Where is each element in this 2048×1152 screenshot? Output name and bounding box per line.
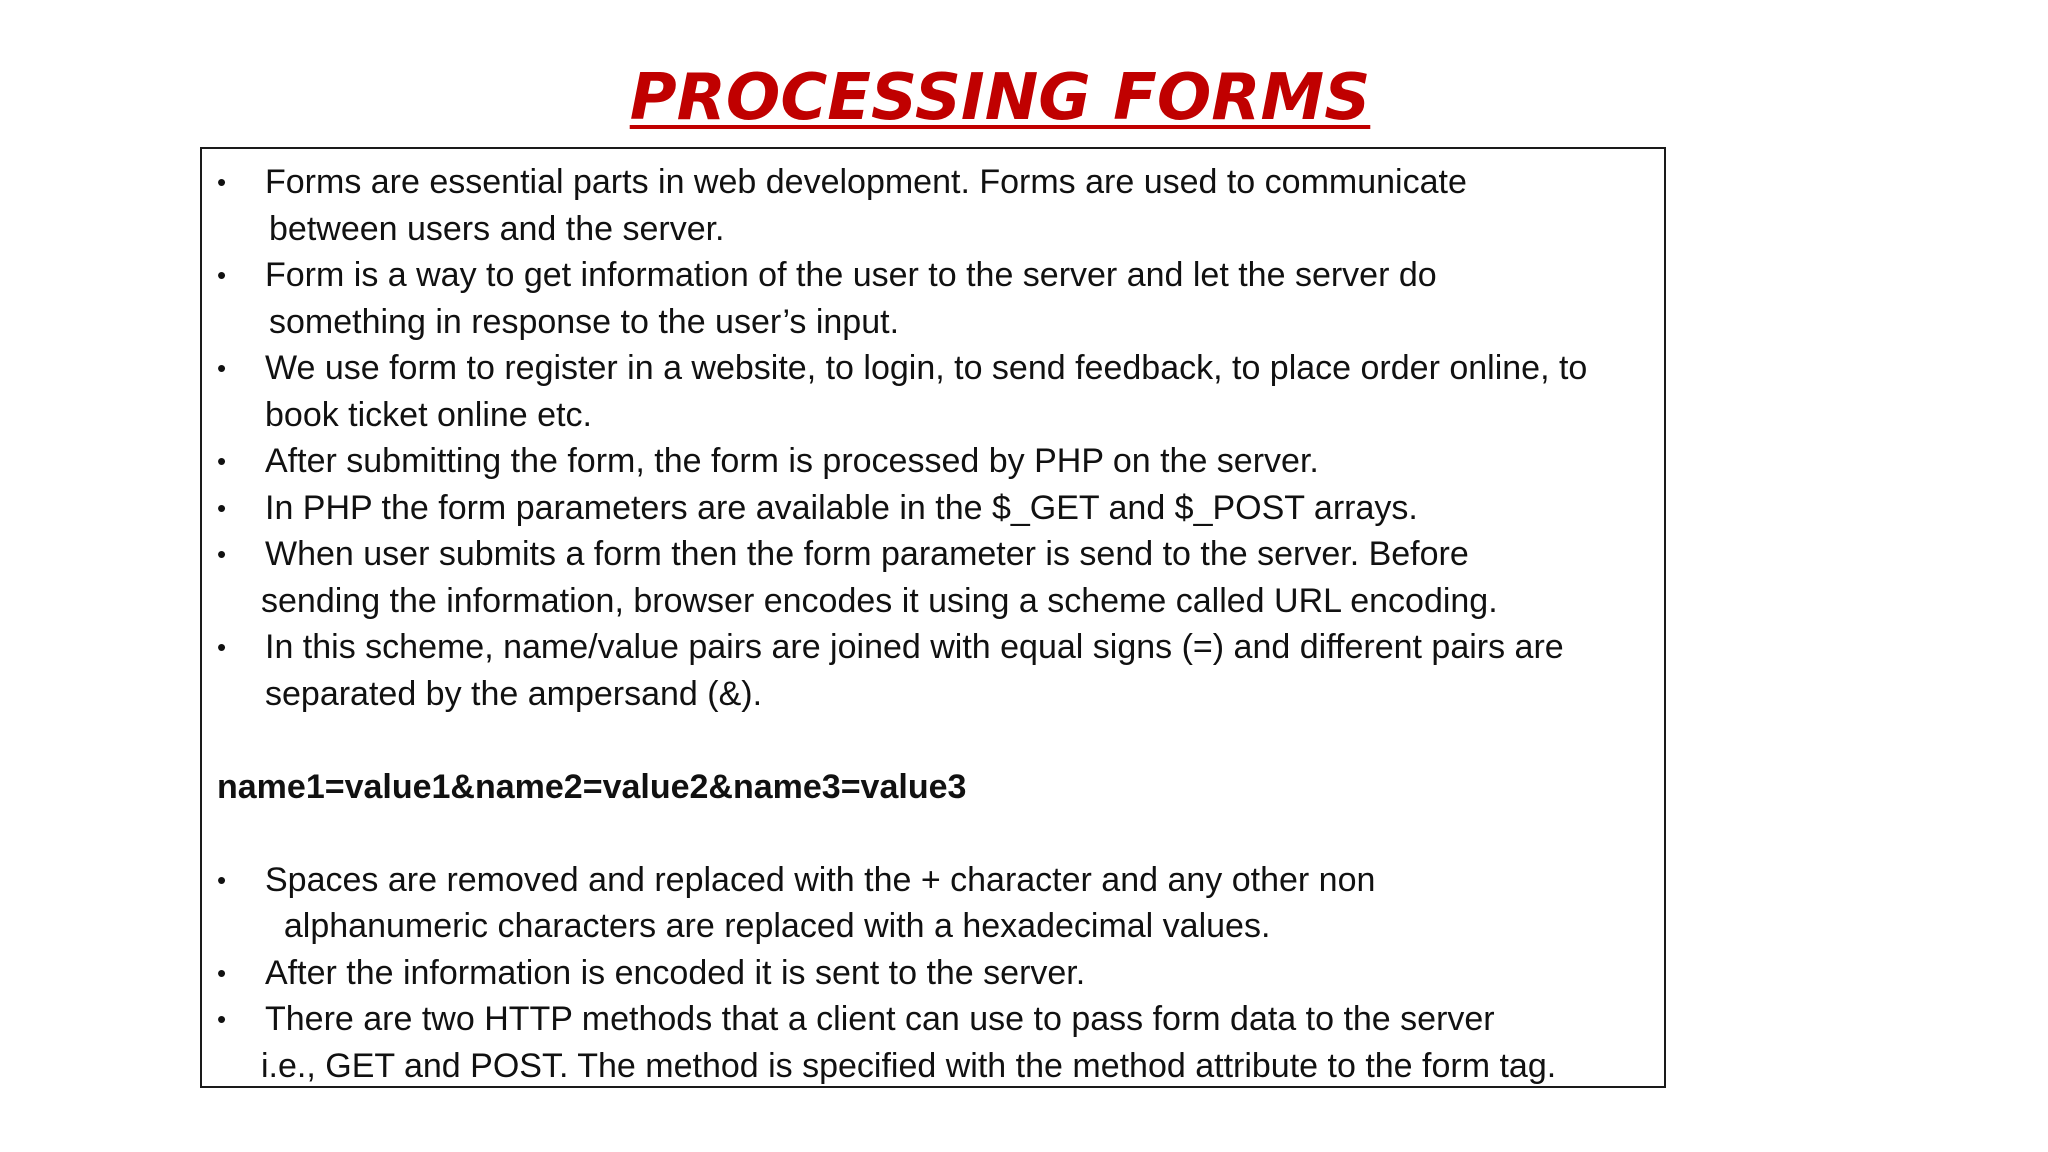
bullet-icon: • bbox=[217, 167, 227, 197]
bullet-text: After the information is encoded it is sent to the server. bbox=[265, 953, 1086, 992]
bullet-continuation: i.e., GET and POST. The method is specified with the method attribute to the form tag. bbox=[261, 1046, 1557, 1085]
bullet-icon: • bbox=[217, 353, 227, 383]
bullet-item bbox=[217, 438, 1654, 485]
bullet-text: When user submits a form then the form parameter is send to the server. Before bbox=[265, 535, 1469, 573]
bullet-icon: • bbox=[217, 260, 227, 290]
bullet-item bbox=[217, 252, 1654, 299]
slide-title: PROCESSING FORMS bbox=[629, 61, 1371, 135]
bullet-icon: • bbox=[217, 864, 227, 895]
bullet-icon: • bbox=[217, 446, 227, 476]
bullet-text: Forms are essential parts in web development. Forms are used to communicate bbox=[265, 163, 1467, 201]
bullet-icon: • bbox=[217, 539, 227, 569]
content-body bbox=[217, 159, 1654, 1089]
bullet-continuation: between users and the server. bbox=[269, 209, 725, 248]
content-box bbox=[200, 147, 1666, 1088]
bullet-item bbox=[217, 857, 1654, 904]
bullet-text: We use form to register in a website, to login, to send feedback, to place order online, to bbox=[265, 349, 1588, 387]
bullet-item bbox=[217, 159, 1654, 206]
bullet-item bbox=[217, 345, 1654, 392]
bullet-text: After submitting the form, the form is processed by PHP on the server. bbox=[265, 442, 1319, 480]
bullet-item bbox=[217, 624, 1654, 671]
spacer bbox=[217, 717, 1654, 764]
bullet-text: In this scheme, name/value pairs are joined with equal signs (=) and different pairs are bbox=[265, 628, 1564, 666]
bullet-continuation: sending the information, browser encodes it using a scheme called URL encoding. bbox=[261, 581, 1498, 620]
bullet-icon: • bbox=[217, 632, 227, 662]
spacer bbox=[217, 810, 1654, 857]
bullet-icon: • bbox=[217, 492, 227, 523]
bullet-item bbox=[217, 531, 1654, 578]
bullet-icon: • bbox=[217, 957, 227, 988]
bullet-item bbox=[217, 485, 1654, 532]
bullet-text: There are two HTTP methods that a client can use to pass form data to the server bbox=[265, 1000, 1495, 1038]
bullet-text: Form is a way to get information of the user to the server and let the server do bbox=[265, 256, 1437, 294]
bullet-item bbox=[217, 996, 1654, 1043]
url-encoding-example: name1=value1&name2=value2&name3=value3 bbox=[217, 767, 967, 806]
bullet-continuation: alphanumeric characters are replaced with a hexadecimal values. bbox=[265, 907, 1271, 945]
bullet-text: Spaces are removed and replaced with the + character and any other non bbox=[265, 860, 1376, 899]
bullet-continuation: book ticket online etc. bbox=[265, 395, 592, 434]
bullet-text: In PHP the form parameters are available in the $_GET and $_POST arrays. bbox=[265, 488, 1418, 527]
bullet-item bbox=[217, 950, 1654, 997]
bullet-continuation: something in response to the user’s input. bbox=[269, 302, 900, 341]
bullet-icon: • bbox=[217, 1004, 227, 1034]
bullet-continuation: separated by the ampersand (&). bbox=[265, 674, 763, 713]
